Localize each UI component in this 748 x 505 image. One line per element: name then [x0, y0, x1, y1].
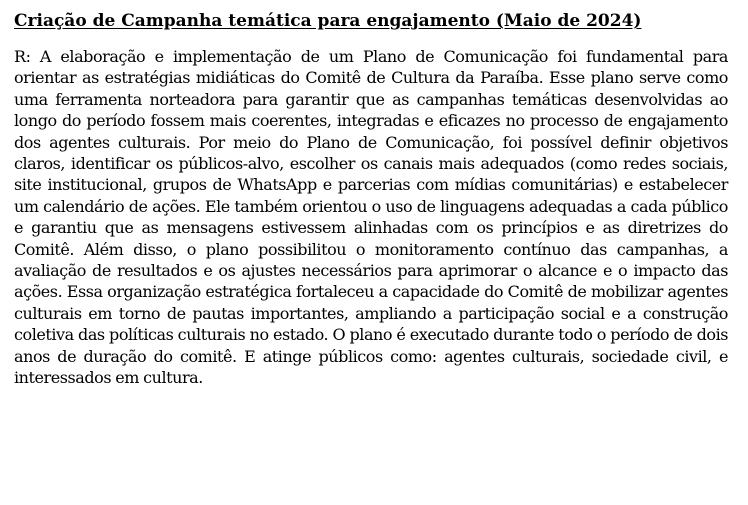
document-body-paragraph: R: A elaboração e implementação de um Plano de Comunicação foi fundamental para orientar as estratégias midiáticas do Comitê de Cultura da Paraíba. Esse plano serve como uma ferramenta norteadora para garantir que as campanhas temáticas desenvolvidas ao longo do período fossem mais coerentes, integradas e eficazes no processo de engajamento dos agentes culturais. Por meio do Plano de Comunicação, foi possível definir objetivos claros, identificar os públicos-alvo, escolher os canais mais adequados (como redes sociais, site institucional, grupos de WhatsApp e parcerias com mídias comunitárias) e estabelecer um calendário de ações. Ele também orientou o uso de linguagens adequadas a cada público e garantiu que as mensagens estivessem alinhadas com os princípios e as diretrizes do Comitê. Além disso, o plano possibilitou o monitoramento contínuo das campanhas, a avaliação de resultados e os ajustes necessários para aprimorar o alcance e o impacto das ações. Essa organização estratégica fortaleceu a capacidade do Comitê de mobilizar agentes culturais em torno de pautas importantes, ampliando a participação social e a construção coletiva das políticas culturais no estado. O plano é executado durante todo o período de dois anos de duração do comitê. E atinge públicos como: agentes culturais, sociedade civil, e interessados em cultura.	[14, 47, 728, 388]
document-page	[14, 8, 728, 389]
document-title: Criação de Campanha temática para engajamento (Maio de 2024)	[14, 11, 642, 31]
